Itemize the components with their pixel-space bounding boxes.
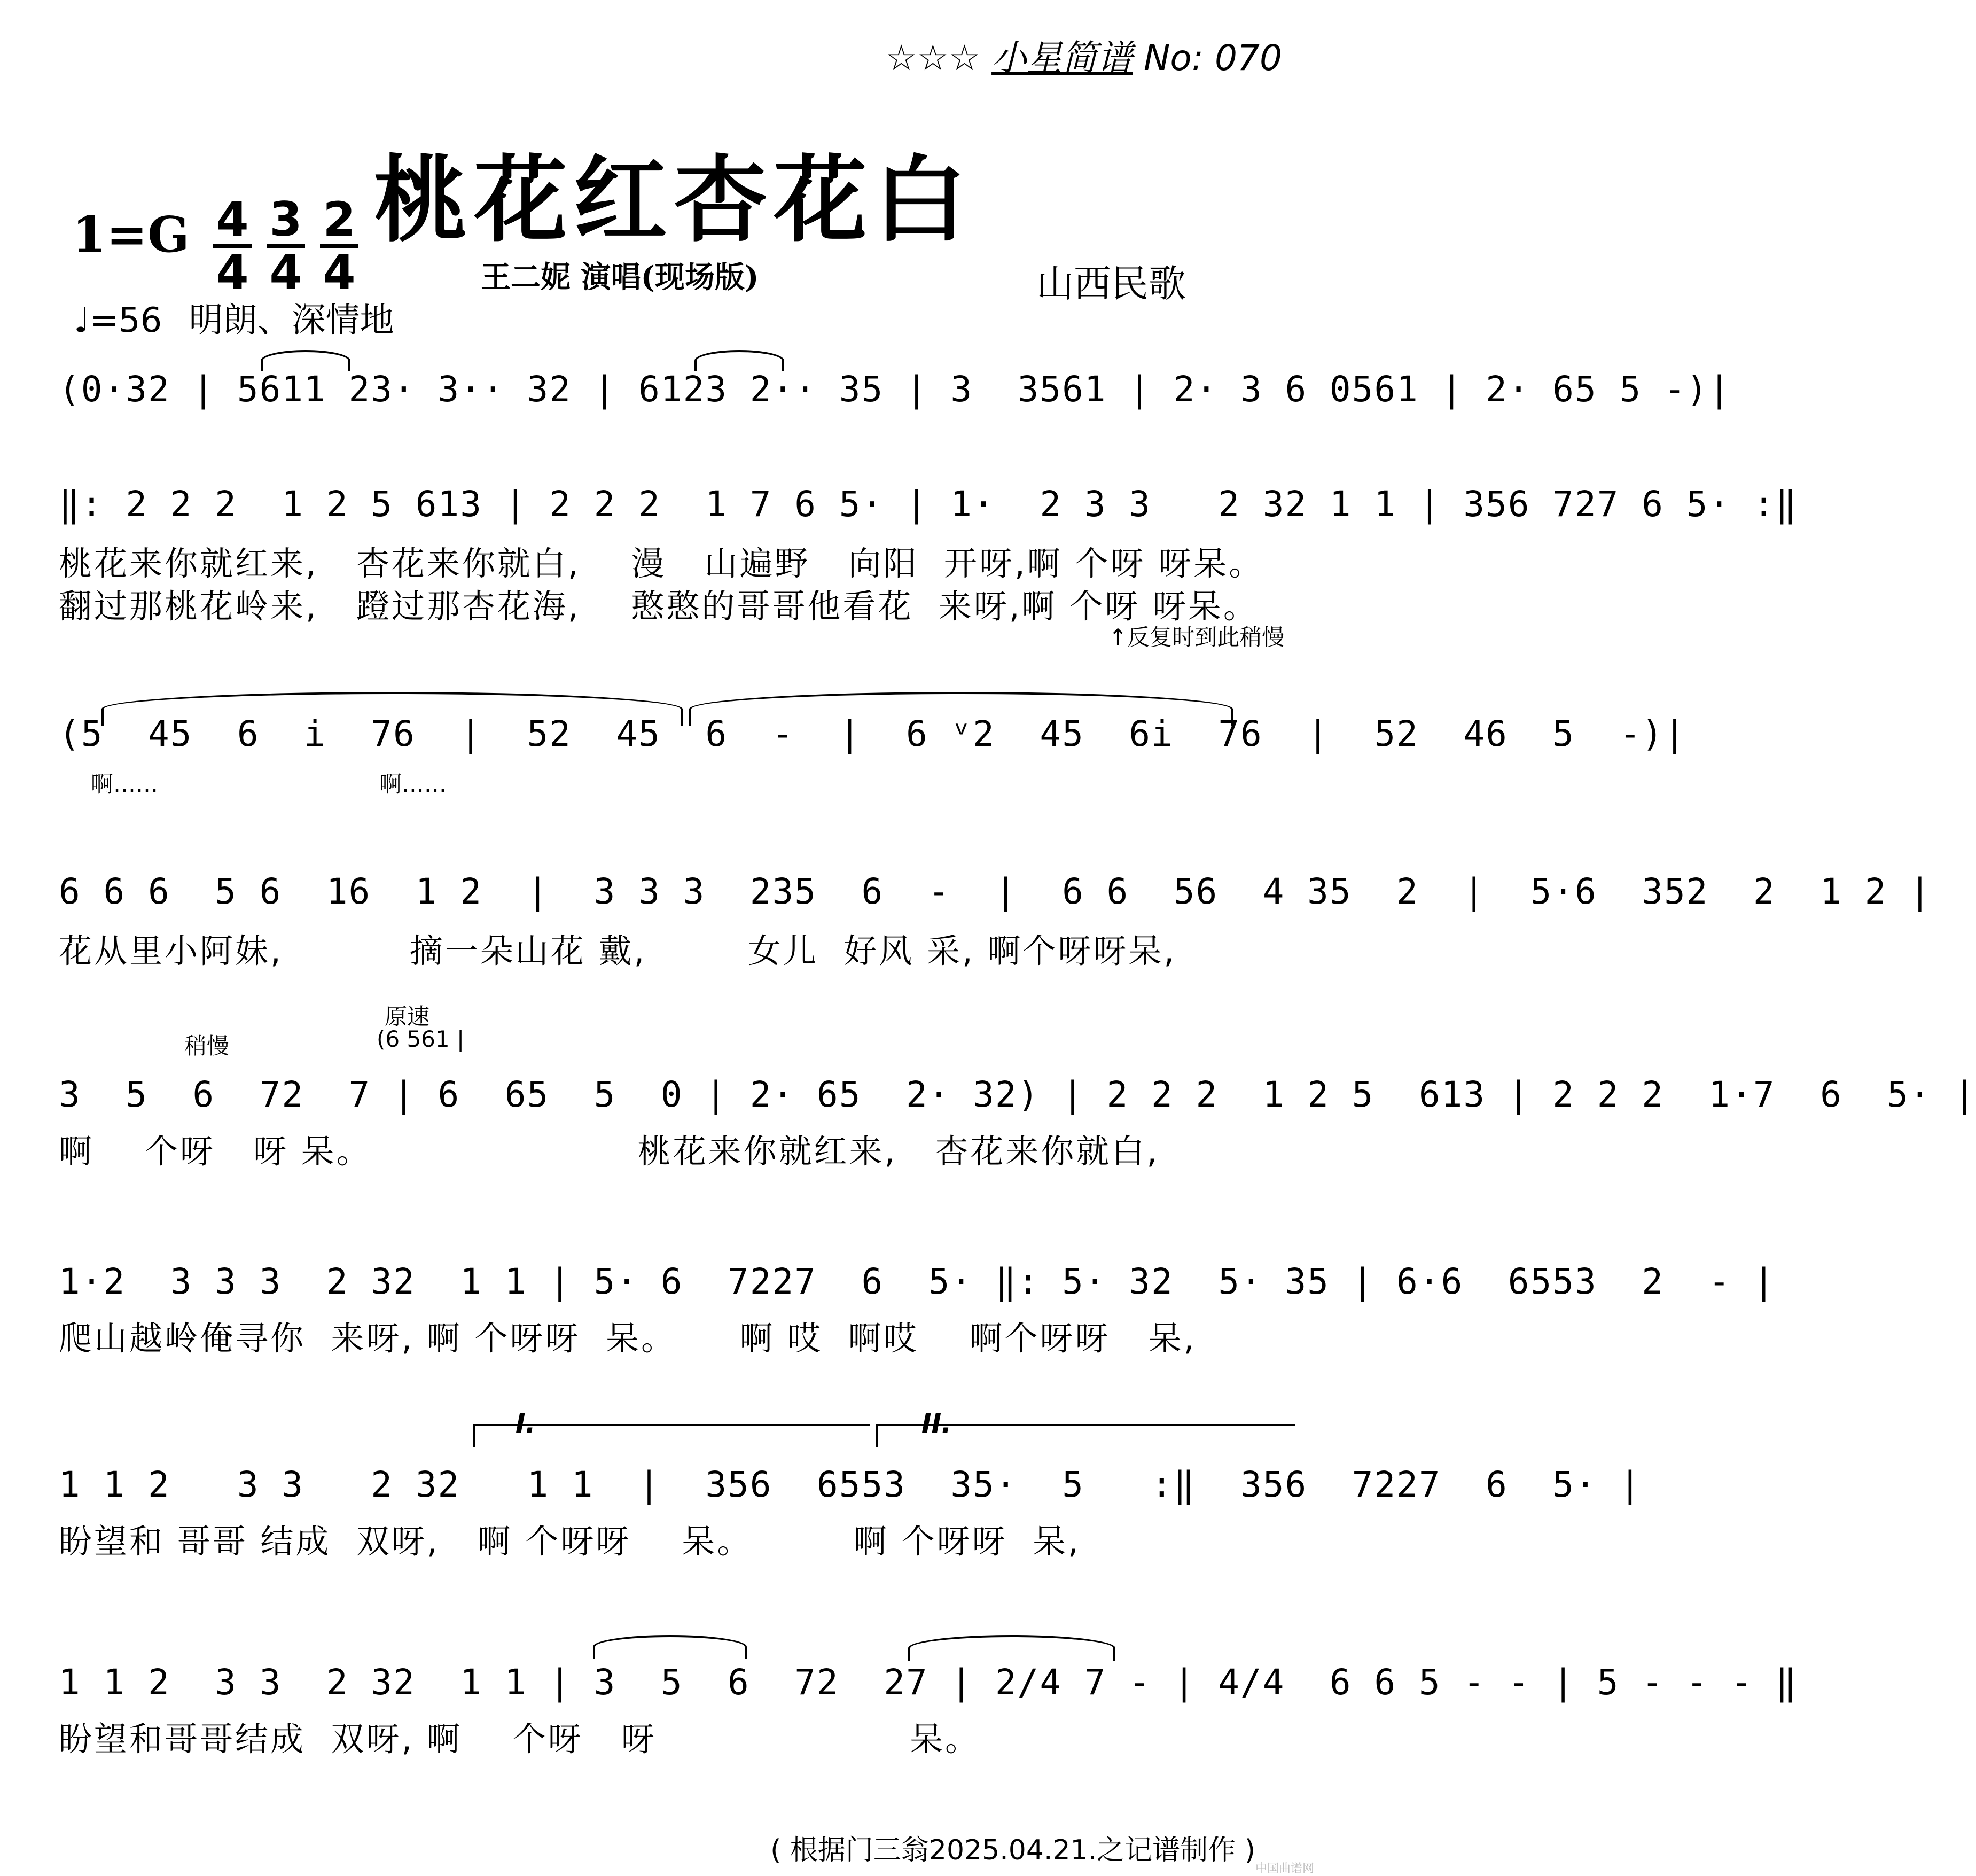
watermark-logo: 中国曲谱网 [1255, 1862, 1314, 1875]
system-2-lyrics-2: 翻过那桃花岭来, 蹬过那杏花海, 憨憨的哥哥他看花 来呀,啊 个呀 呀呆。 [59, 587, 1259, 626]
system-4-notes: 6 6 6 5 6 16 1 2 | 3 3 3 235 6 - | 6 6 56 4 35 2 | 5·6 352 2 1 2 | [59, 871, 1932, 912]
label-alt-notes: (6 561 | [377, 1026, 465, 1052]
system-5-notes: 3 5 6 72 7 | 6 65 5 0 | 2· 65 2· 32) | 2 2 2 1 2 5 613 | 2 2 2 1·7 6 5· | [59, 1074, 1976, 1115]
slur [694, 350, 784, 371]
system-2-notes: ‖: 2 2 2 1 2 5 613 | 2 2 2 1 7 6 5· | 1· 2 3 3 2 32 1 1 | 356 727 6 5· :‖ [59, 484, 1798, 525]
time-signature-2: 3 4 [264, 197, 307, 295]
brand-name: 小星简谱 [991, 37, 1133, 79]
system-3-notes: (5 45 6 i 76 | 52 45 6 - | 6 ᵛ2 45 6i 76 | 52 46 5 -)| [59, 713, 1686, 754]
slur [908, 1635, 1115, 1661]
label-slower: 稍慢 [184, 1033, 230, 1059]
tempo-marking [74, 293, 394, 342]
system-7-lyrics: 盼望和 哥哥 结成 双呀, 啊 个呀呀 呆。 啊 个呀呀 呆, [59, 1522, 1081, 1561]
time-signature-1: 4 4 [211, 197, 254, 295]
expression-marking: 明朗、深情地 [189, 301, 394, 340]
second-ending-label: II. [921, 1408, 952, 1439]
brand-number: No: 070 [1144, 37, 1282, 79]
brand-header [886, 29, 1282, 80]
system-1-notes: (0·32 | 5611 23· 3·· 32 | 6123 2·· 35 | 3 3561 | 2· 3 6 0561 | 2· 65 5 -)| [59, 369, 1731, 410]
song-origin: 山西民歌 [1036, 262, 1186, 306]
slur [261, 350, 350, 371]
performer-credit: 王二妮 演唱(现场版) [481, 260, 759, 295]
slur [593, 1635, 747, 1659]
brand-stars: ☆☆☆ [885, 37, 981, 79]
first-ending-label: I. [516, 1408, 536, 1439]
transcription-credit: ( 根据门三翁2025.04.21.之记谱制作 ) [770, 1834, 1255, 1866]
system-3-lyrics: 啊…… 啊…… [91, 771, 447, 797]
tempo-value: ♩=56 [74, 301, 162, 340]
system-5-lyrics: 啊 个呀 呀 呆。 桃花来你就红来, 杏花来你就白, [59, 1132, 1160, 1171]
system-8-notes: 1 1 2 3 3 2 32 1 1 | 3 5 6 72 27 | 2/4 7 - | 4/4 6 6 5 - - | 5 - - - ‖ [59, 1662, 1798, 1703]
label-original-tempo: 原速 [385, 1003, 430, 1030]
system-2-lyrics-1: 桃花来你就红来, 杏花来你就白, 漫 山遍野 向阳 开呀,啊 个呀 呀呆。 [59, 544, 1264, 583]
time-signature-3: 2 4 [318, 197, 361, 295]
system-4-lyrics: 花从里小阿妹, 摘一朵山花 戴, 女儿 好风 采, 啊个呀呀呆, [59, 931, 1177, 970]
system-7-notes: 1 1 2 3 3 2 32 1 1 | 356 6553 35· 5 :‖ 356 7227 6 5· | [59, 1464, 1642, 1505]
system-8-lyrics: 盼望和哥哥结成 双呀, 啊 个呀 呀 呆。 [59, 1719, 980, 1758]
system-6-lyrics: 爬山越岭俺寻你 来呀, 啊 个呀呀 呆。 啊 哎 啊哎 啊个呀呀 呆, [59, 1319, 1197, 1358]
key-signature: 1=G [72, 206, 190, 263]
repeat-note: ↑反复时到此稍慢 [1108, 624, 1285, 650]
system-6-notes: 1·2 3 3 3 2 32 1 1 | 5· 6 7227 6 5· ‖: 5· 32 5· 35 | 6·6 6553 2 - | [59, 1261, 1776, 1302]
song-title: 桃花红杏花白 [374, 145, 973, 255]
